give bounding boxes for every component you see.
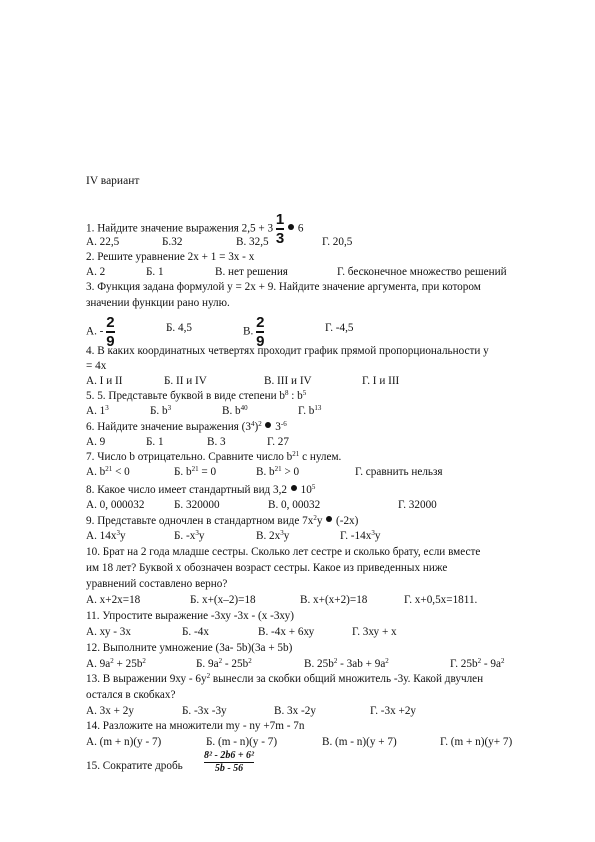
multiply-dot-icon [265, 422, 271, 428]
q5-answer-d: Г. $b^{13}$ [298, 404, 322, 417]
question-8: 8. Какое число имеет стандартный вид 3,2 $10^5$ [86, 483, 316, 496]
question-14: 14. Разложите на множители mу - nу +7m - 7n [86, 720, 305, 732]
question-13: 13. В выражении $9ху - 6у^2$ вынесли за скобки общий множитель -3у. Какой двучлен [86, 672, 484, 685]
q3-answer-d: Г. -4,5 [325, 322, 354, 334]
q2-answer-d: Г. бесконечное множество решений [337, 266, 507, 278]
q10-answer-b: Б. х+(х–2)=18 [190, 594, 256, 606]
q3-answer-c: В. $\frac{2}{9}$ [243, 314, 265, 350]
q8-answer-b: Б. 320000 [174, 499, 220, 511]
q9-answer-b: Б. $-х^3у$ [174, 529, 205, 542]
q9-answer-d: Г. $-14х^3у$ [340, 529, 381, 542]
question-11: 11. Упростите выражение -3ху -3х - (х -3ху) [86, 610, 294, 622]
q7-answer-b: Б. $b^{21} = 0$ [174, 465, 217, 478]
q3-answer-a: А. - $\frac{2}{9}$ [86, 314, 115, 350]
question-4-line-2: = 4х [86, 360, 107, 372]
q1-answer-b: Б.32 [162, 236, 183, 248]
q10-answer-c: В. х+(х+2)=18 [300, 594, 368, 606]
question-10-line-3: уравнений составлено верно? [86, 578, 228, 590]
q2-answer-b: Б. 1 [146, 266, 164, 278]
question-6: 6. Найдите значение выражения $(3^4)^2$ $3^{-6}$ [86, 420, 287, 433]
q12-answer-c: В. $25b^2 - 3ab + 9а^2$ [304, 657, 389, 670]
q2-answer-a: А. 2 [86, 266, 106, 278]
fraction-two-ninths: $\frac{2}{9}$ [106, 314, 115, 350]
q1-answer-d: Г. 20,5 [322, 236, 353, 248]
multiply-dot-icon [288, 224, 294, 230]
q6-answer-c: В. 3 [207, 436, 226, 448]
q6-answer-a: А. 9 [86, 436, 106, 448]
multiply-dot-icon [291, 485, 297, 491]
fraction-one-third: $\frac{1}{3}$ [275, 211, 285, 247]
q8-answer-d: Г. 32000 [398, 499, 437, 511]
q8-answer-c: В. 0, 00032 [268, 499, 321, 511]
q7-answer-c: В. $b^{21} > 0$ [256, 465, 300, 478]
q9-answer-a: А. $14х^3у$ [86, 529, 126, 542]
question-1-text: 1. Найдите значение выражения 2,5 + 3 [86, 222, 274, 235]
q14-answer-c: В. (m - n)(у + 7) [322, 736, 397, 748]
q7-answer-d: Г. сравнить нельзя [355, 466, 443, 478]
q5-answer-a: А. $1^3$ [86, 404, 109, 417]
q11-answer-d: Г. 3ху + х [352, 626, 397, 638]
q5-answer-c: В. $b^{40}$ [222, 404, 248, 417]
question-1: 1. Найдите значение выражения 2,5 + 3 $\frac{1}{3}$ 6 [86, 211, 304, 247]
question-7: 7. Число b отрицательно. Сравните число $b^{21}$ с нулем. [86, 450, 342, 463]
question-10-line-1: 10. Брат на 2 года младше сестры. Сколько лет сестре и сколько брату, если вместе [86, 546, 481, 558]
q5-answer-b: Б. $b^3$ [150, 404, 172, 417]
question-10-line-2: им 18 лет? Буквой х обозначен возраст сестры. Какое из приведенных ниже [86, 562, 448, 574]
question-2: 2. Решите уравнение 2х + 1 = 3х - х [86, 251, 255, 263]
q6-answer-b: Б. 1 [146, 436, 164, 448]
q12-answer-a: А. $9а^2 + 25b^2$ [86, 657, 146, 670]
q8-answer-a: А. 0, 000032 [86, 499, 145, 511]
q1-answer-c: В. 32,5 [236, 236, 269, 248]
q14-answer-a: А. (m + n)(у - 7) [86, 736, 162, 748]
fraction-to-reduce: $\frac{\text{8² - 2b6 + 6²}}{5b - 56}$ [204, 750, 255, 774]
q10-answer-a: А. х+2х=18 [86, 594, 141, 606]
question-5: 5. 5. Представьте буквой в виде степени $b^8$ : $b^5$ [86, 389, 307, 402]
q4-answer-c: В. III и IV [264, 375, 312, 387]
q10-answer-d: Г. х+0,5х=1811. [404, 594, 478, 606]
question-12: 12. Выполните умножение (3а- 5b)(3а + 5b) [86, 642, 293, 654]
q11-answer-a: А. ху - 3х [86, 626, 131, 638]
q4-answer-d: Г. I и III [362, 375, 400, 387]
variant-title: IV вариант [86, 175, 140, 187]
q15-fraction [204, 751, 254, 774]
q11-answer-c: В. -4х + 6ху [258, 626, 315, 638]
q12-answer-d: Г. $25b^2 - 9а^2$ [450, 657, 505, 670]
q3-answer-b: Б. 4,5 [166, 322, 193, 334]
q13-answer-a: А. 3х + 2у [86, 705, 134, 717]
question-15: 15. Сократите дробь [86, 760, 183, 772]
q2-answer-c: В. нет решения [215, 266, 288, 278]
question-4-line-1: 4. В каких координатных четвертях проходит график прямой пропорциональности у [86, 345, 489, 357]
q12-answer-b: Б. $9а^2 - 25b^2$ [196, 657, 252, 670]
q14-answer-d: Г. (m + n)(у+ 7) [440, 736, 513, 748]
fraction-two-ninths: $\frac{2}{9}$ [256, 314, 265, 350]
q13-answer-b: Б. -3х -3у [182, 705, 227, 717]
question-9: 9. Представьте одночлен в стандартном виде $7х^2у$ (-2х) [86, 514, 359, 527]
q13-answer-c: В. 3х -2у [274, 705, 316, 717]
question-13-line-2: остался в скобках? [86, 689, 176, 701]
question-3-line-2: значении функции рано нулю. [86, 297, 230, 309]
q4-answer-a: А. I и II [86, 375, 123, 387]
q1-answer-a: А. 22,5 [86, 236, 120, 248]
q7-answer-a: А. $b^{21} < 0$ [86, 465, 130, 478]
q13-answer-d: Г. -3х +2у [370, 705, 417, 717]
q4-answer-b: Б. II и IV [164, 375, 207, 387]
q9-answer-c: В. $2х^3у$ [256, 529, 290, 542]
q14-answer-b: Б. (m - n)(у - 7) [206, 736, 278, 748]
multiply-dot-icon [326, 516, 332, 522]
question-3-line-1: 3. Функция задана формулой у = 2х + 9. Найдите значение аргумента, при котором [86, 281, 481, 293]
q6-answer-d: Г. 27 [267, 436, 289, 448]
q11-answer-b: Б. -4х [182, 626, 209, 638]
